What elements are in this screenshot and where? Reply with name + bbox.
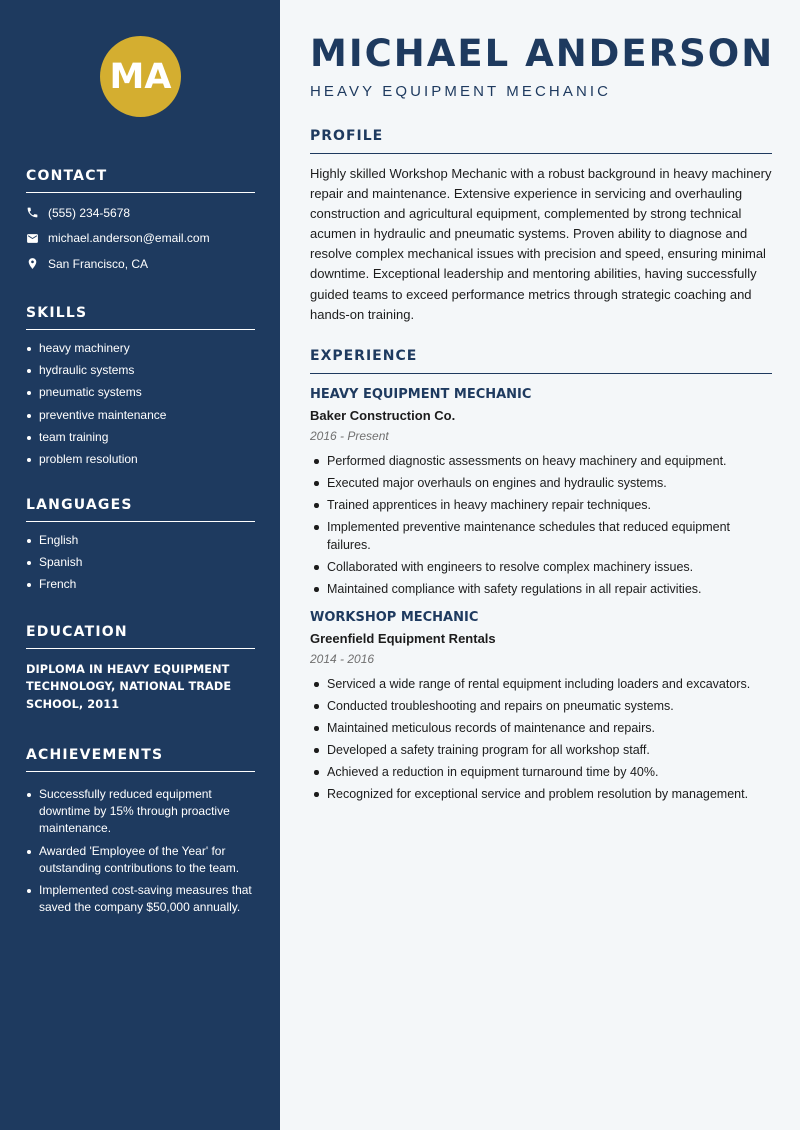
education-heading: EDUCATION [26,624,255,649]
skill-item: team training [26,429,255,451]
achievement-item: Successfully reduced equipment downtime by 15% through proactive maintenance. [26,786,255,837]
job-bullet: Serviced a wide range of rental equipment including loaders and excavators. [310,675,772,693]
job-role: HEAVY EQUIPMENT MECHANIC [310,387,532,402]
phone-icon [26,206,39,219]
language-item: French [26,576,255,598]
skill-item: hydraulic systems [26,362,255,384]
languages-section [26,497,255,599]
candidate-title: HEAVY EQUIPMENT MECHANIC [310,83,612,100]
languages-heading: LANGUAGES [26,497,255,522]
achievements-heading: ACHIEVEMENTS [26,747,255,772]
email-text: michael.anderson@email.com [48,231,210,246]
skill-item: pneumatic systems [26,384,255,406]
skill-item: problem resolution [26,451,255,473]
job-dates: 2014 - 2016 [310,652,375,666]
language-item: Spanish [26,554,255,576]
job-bullets [310,675,772,803]
avatar: MA [100,36,181,117]
location-pin-icon [26,257,39,270]
job-bullet: Implemented preventive maintenance schedules that reduced equipment failures. [310,518,772,554]
experience-heading: EXPERIENCE [310,348,772,374]
sidebar [0,0,280,1130]
job-company: Baker Construction Co. [310,408,456,423]
job-bullet: Trained apprentices in heavy machinery repair techniques. [310,496,772,514]
achievement-item: Implemented cost-saving measures that saved the company $50,000 annually. [26,882,255,916]
job-bullet: Collaborated with engineers to resolve complex machinery issues. [310,558,772,576]
contact-email [26,226,255,252]
job-entry [310,610,772,803]
experience-section [310,348,772,807]
skill-item: preventive maintenance [26,407,255,429]
contact-location [26,251,255,277]
location-text: San Francisco, CA [48,256,149,271]
job-bullet: Executed major overhauls on engines and hydraulic systems. [310,474,772,492]
job-bullet: Maintained meticulous records of maintenance and repairs. [310,719,772,737]
job-role: WORKSHOP MECHANIC [310,610,479,625]
job-bullet: Conducted troubleshooting and repairs on pneumatic systems. [310,697,772,715]
education-entry: DIPLOMA IN HEAVY EQUIPMENT TECHNOLOGY, NATIONAL TRADE SCHOOL, 2011 [26,663,232,711]
job-bullets [310,452,772,598]
skills-list [26,340,255,473]
job-bullet: Developed a safety training program for all workshop staff. [310,741,772,759]
job-dates: 2016 - Present [310,429,389,443]
contact-phone [26,200,255,226]
language-item: English [26,532,255,554]
job-company: Greenfield Equipment Rentals [310,631,496,646]
job-entry [310,387,772,598]
profile-text: Highly skilled Workshop Mechanic with a robust background in heavy machinery repair and maintenance. Extensive experience in servicing and overhauling construction and agricultural equipment, complemented by strong technical acumen in hydraulic and pneumatic systems. Proven ability to diagnose and resolve complex mechanical issues with precision and speed, ensuring minimal downtime. Exceptional leadership and mentoring abilities, having successfully guided teams to exceed performance metrics through strategic coaching and hands-on training. [310,166,772,322]
education-section [26,624,255,713]
job-bullet: Maintained compliance with safety regulations in all repair activities. [310,580,772,598]
candidate-name: MICHAEL ANDERSON [310,32,775,75]
contact-section [26,168,255,277]
mail-icon [26,232,39,245]
profile-section [310,128,772,325]
phone-text: (555) 234-5678 [48,205,131,220]
contact-heading: CONTACT [26,168,255,193]
achievements-section [26,747,255,922]
skill-item: heavy machinery [26,340,255,362]
achievement-item: Awarded 'Employee of the Year' for outstanding contributions to the team. [26,843,255,877]
skills-heading: SKILLS [26,305,255,330]
job-bullet: Recognized for exceptional service and problem resolution by management. [310,785,772,803]
achievements-list [26,786,255,916]
profile-heading: PROFILE [310,128,772,154]
skills-section [26,305,255,473]
languages-list [26,532,255,599]
job-bullet: Achieved a reduction in equipment turnaround time by 40%. [310,763,772,781]
job-bullet: Performed diagnostic assessments on heavy machinery and equipment. [310,452,772,470]
